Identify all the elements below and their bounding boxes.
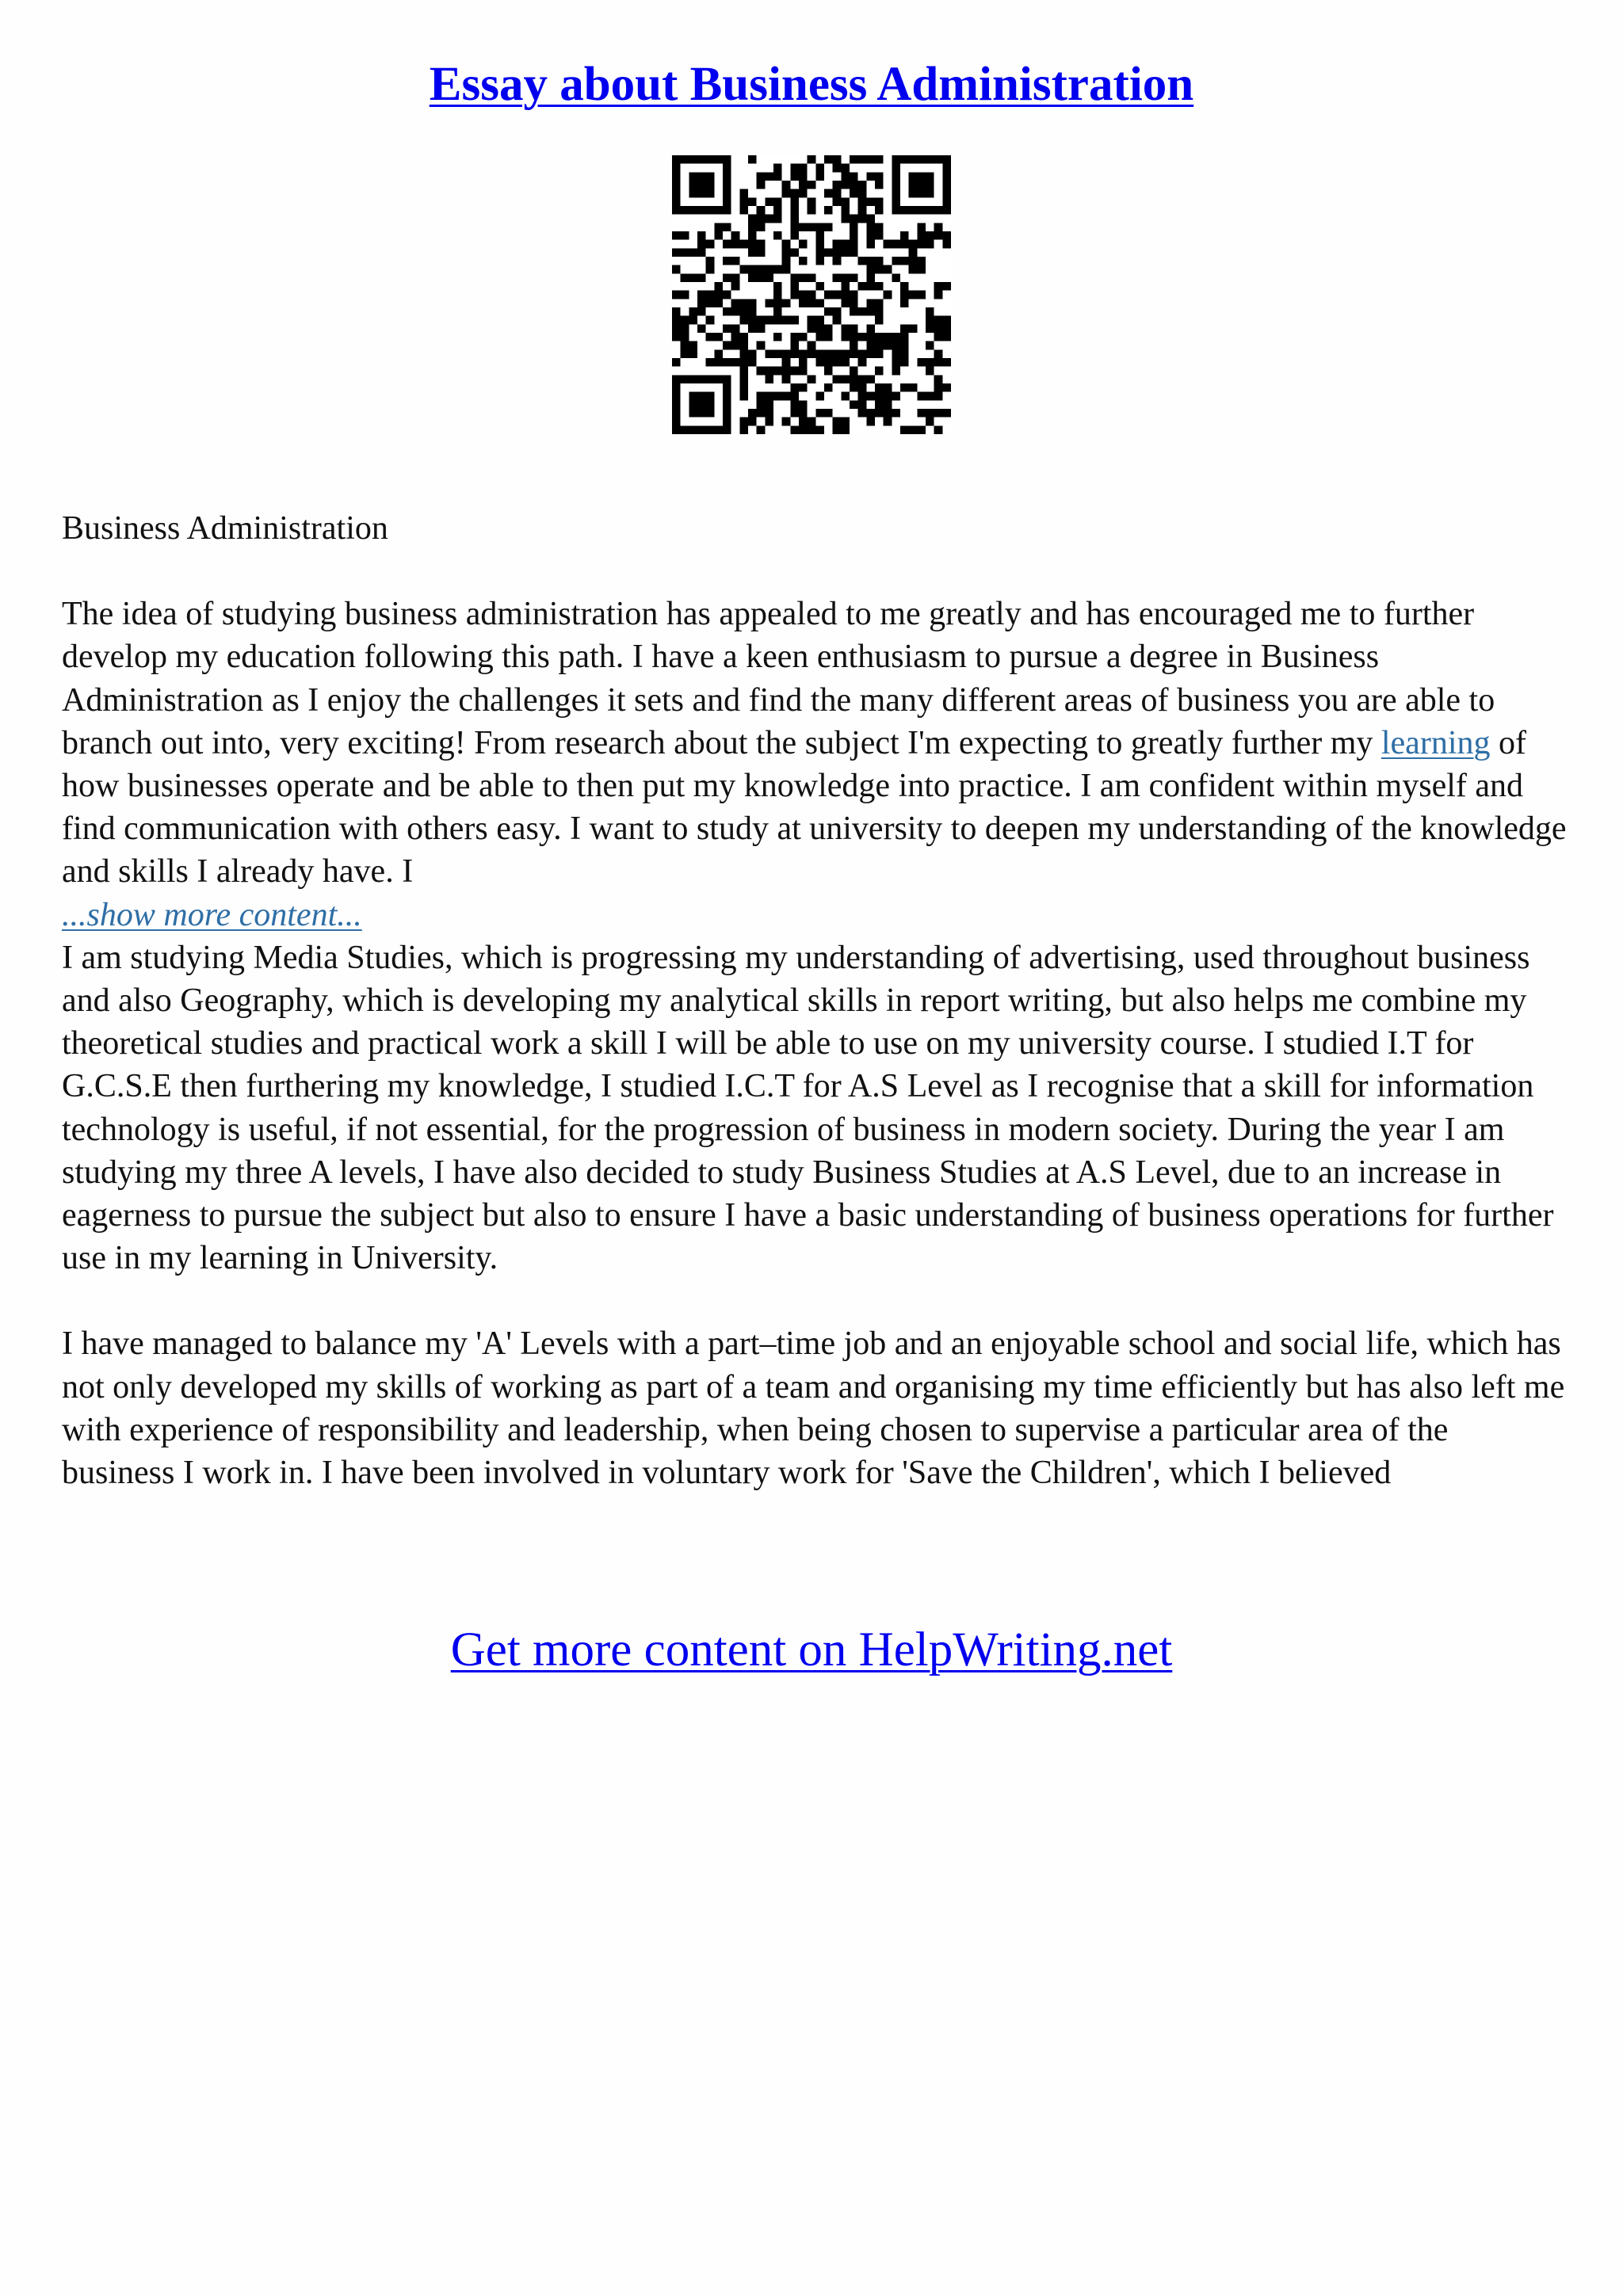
get-more-content-link[interactable]: Get more content on HelpWriting.net (450, 1623, 1173, 1676)
show-more-link[interactable]: ...show more content... (62, 896, 362, 933)
essay-paragraph-3: I have managed to balance my 'A' Levels with a part–time job and an enjoyable school and social life, which has not only developed my skills of working as part of a team and organising my time efficiently but has also left me with experience of responsibility and leadership, when being chosen to supervise a particular area of the business I work in. I have been involved in voluntary work for 'Save the Children', which I believed (62, 1325, 1565, 1492)
paragraph-1-text-b: of how businesses operate and be able to then put my knowledge into practice. I am confident within myself and find communication with others easy. I want to study at university to deepen my understanding of the knowledge and skills I already have. I (62, 724, 1567, 891)
essay-paragraph-2: I am studying Media Studies, which is progressing my understanding of advertising, used throughout business and also Geography, which is developing my analytical skills in report writing, but also helps me combine my theoretical studies and practical work a skill I will be able to use on my university course. I studied I.T for G.C.S.E then furthering my knowledge, I studied I.C.T for A.S Level as I recognise that a skill for information technology is useful, if not essential, for the progression of business in modern society. During the year I am studying my three A levels, I have also decided to study Business Studies at A.S Level, due to an increase in eagerness to pursue the subject but also to ensure I have a basic understanding of business operations for further use in my learning in University. (62, 939, 1554, 1277)
paragraph-gap (62, 1280, 1568, 1322)
essay-body (62, 507, 1568, 1494)
paragraph-1-text-a: The idea of studying business administration has appealed to me greatly and has encouraged me to further develop my education following this path. I have a keen enthusiasm to pursue a degree in Business Administration as I enjoy the challenges it sets and find the many different areas of business you are able to branch out into, very exciting! From research about the subject I'm expecting to greatly further my (62, 596, 1495, 761)
qr-code-icon (672, 155, 951, 434)
document-title (0, 55, 1623, 113)
essay-heading: Business Administration (62, 510, 388, 547)
learning-link[interactable]: learning (1381, 724, 1491, 761)
title-link[interactable]: Essay about Business Administration (429, 58, 1194, 111)
paragraph-gap (62, 550, 1568, 593)
essay-paragraph-1 (62, 593, 1568, 893)
footer (0, 1621, 1623, 1679)
